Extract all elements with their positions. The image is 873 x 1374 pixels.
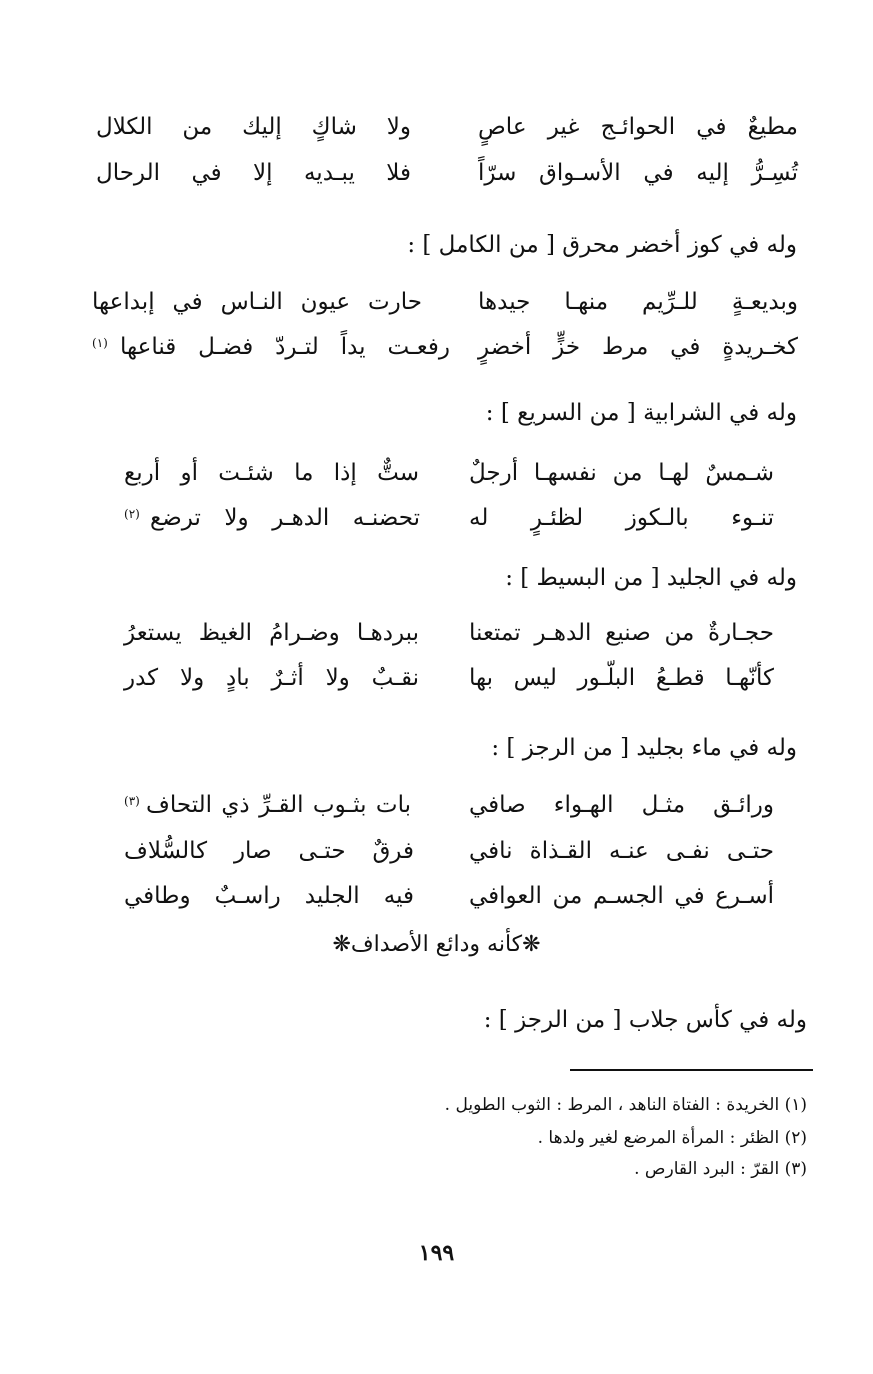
poem-heading: وله في كوز أخضر محرق [ من الكامل ] : [407,232,797,258]
verse-second-hemistich: بات بثـوب القـرِّ ذي التحاف [146,792,411,818]
poem-heading: وله في الجليد [ من البسيط ] : [505,565,797,591]
poem-heading: وله في الشرابية [ من السريع ] : [485,400,797,426]
verse-first-hemistich: تنـوء بالـكوز لظئـرٍ له [469,505,774,531]
verse-first-hemistich: كخـريدةٍ في مرط خزٍّ أخضرٍ [478,334,798,360]
footnote: (٢) الظئر : المرأة المرضع لغير ولدها . [537,1128,807,1148]
verse-second-hemistich: حارت عيون النـاس في إبداعها [92,289,422,315]
footnote: (١) الخريدة : الفتاة الناهد ، المرط : الثوب الطويل . [444,1095,807,1115]
verse-first-hemistich: شـمسٌ لهـا من نفسهـا أرجلٌ [469,460,774,486]
verse-first-hemistich: مطيعٌ في الحوائـج غير عاصٍ [478,114,798,140]
footnote-marker: (٣) [124,794,140,808]
footnote-marker: (١) [92,336,108,350]
closing-line: ❋كأنه ودائع الأصداف❋ [332,932,541,957]
verse-second-hemistich: تحضنـه الدهـر ولا ترضع [150,505,420,531]
verse-first-hemistich: تُسِـرُّ إليه في الأسـواق سرّاً [478,160,798,186]
verse-second-hemistich: نقـبٌ ولا أثـرٌ بادٍ ولا كدر [124,665,419,691]
verse-second-hemistich: فلا يبـديه إلا في الرحال [96,160,411,186]
verse-second-hemistich: فيه الجليد راسـبٌ وطافي [124,883,414,909]
verse-second-hemistich: فرقٌ حتـى صار كالسُّلاف [124,838,414,864]
verse-first-hemistich: ورائـق مثـل الهـواء صافي [469,792,774,818]
footnote-marker: (٢) [124,507,140,521]
verse-first-hemistich: كأنّهـا قطـعُ البلّـور ليس بها [469,665,774,691]
footnote: (٣) القرّ : البرد القارص . [634,1159,807,1179]
verse-second-hemistich: ولا شاكٍ إليك من الكلال [96,114,411,140]
verse-first-hemistich: حتـى نفـى عنـه القـذاة نافي [469,838,774,864]
page-number: ١٩٩ [418,1240,455,1266]
poem-heading: وله في ماء بجليد [ من الرجز ] : [491,735,797,761]
verse-second-hemistich: ببردهـا وضـرامُ الغيظ يستعرُ [124,620,419,646]
verse-first-hemistich: أسـرع في الجسـم من العوافي [469,883,774,909]
verse-first-hemistich: وبديعـةٍ للـرِّيم منهـا جيدها [478,289,798,315]
poem-heading: وله في كأس جلاب [ من الرجز ] : [483,1007,807,1033]
verse-second-hemistich: رفعـت يداً لتـردّ فضـل قناعها [120,334,450,360]
verse-first-hemistich: حجـارةٌ من صنيع الدهـر تمتعنا [469,620,774,646]
footnote-divider [570,1069,813,1071]
verse-second-hemistich: ستٌّ إذا ما شئـت أو أربع [124,460,419,486]
